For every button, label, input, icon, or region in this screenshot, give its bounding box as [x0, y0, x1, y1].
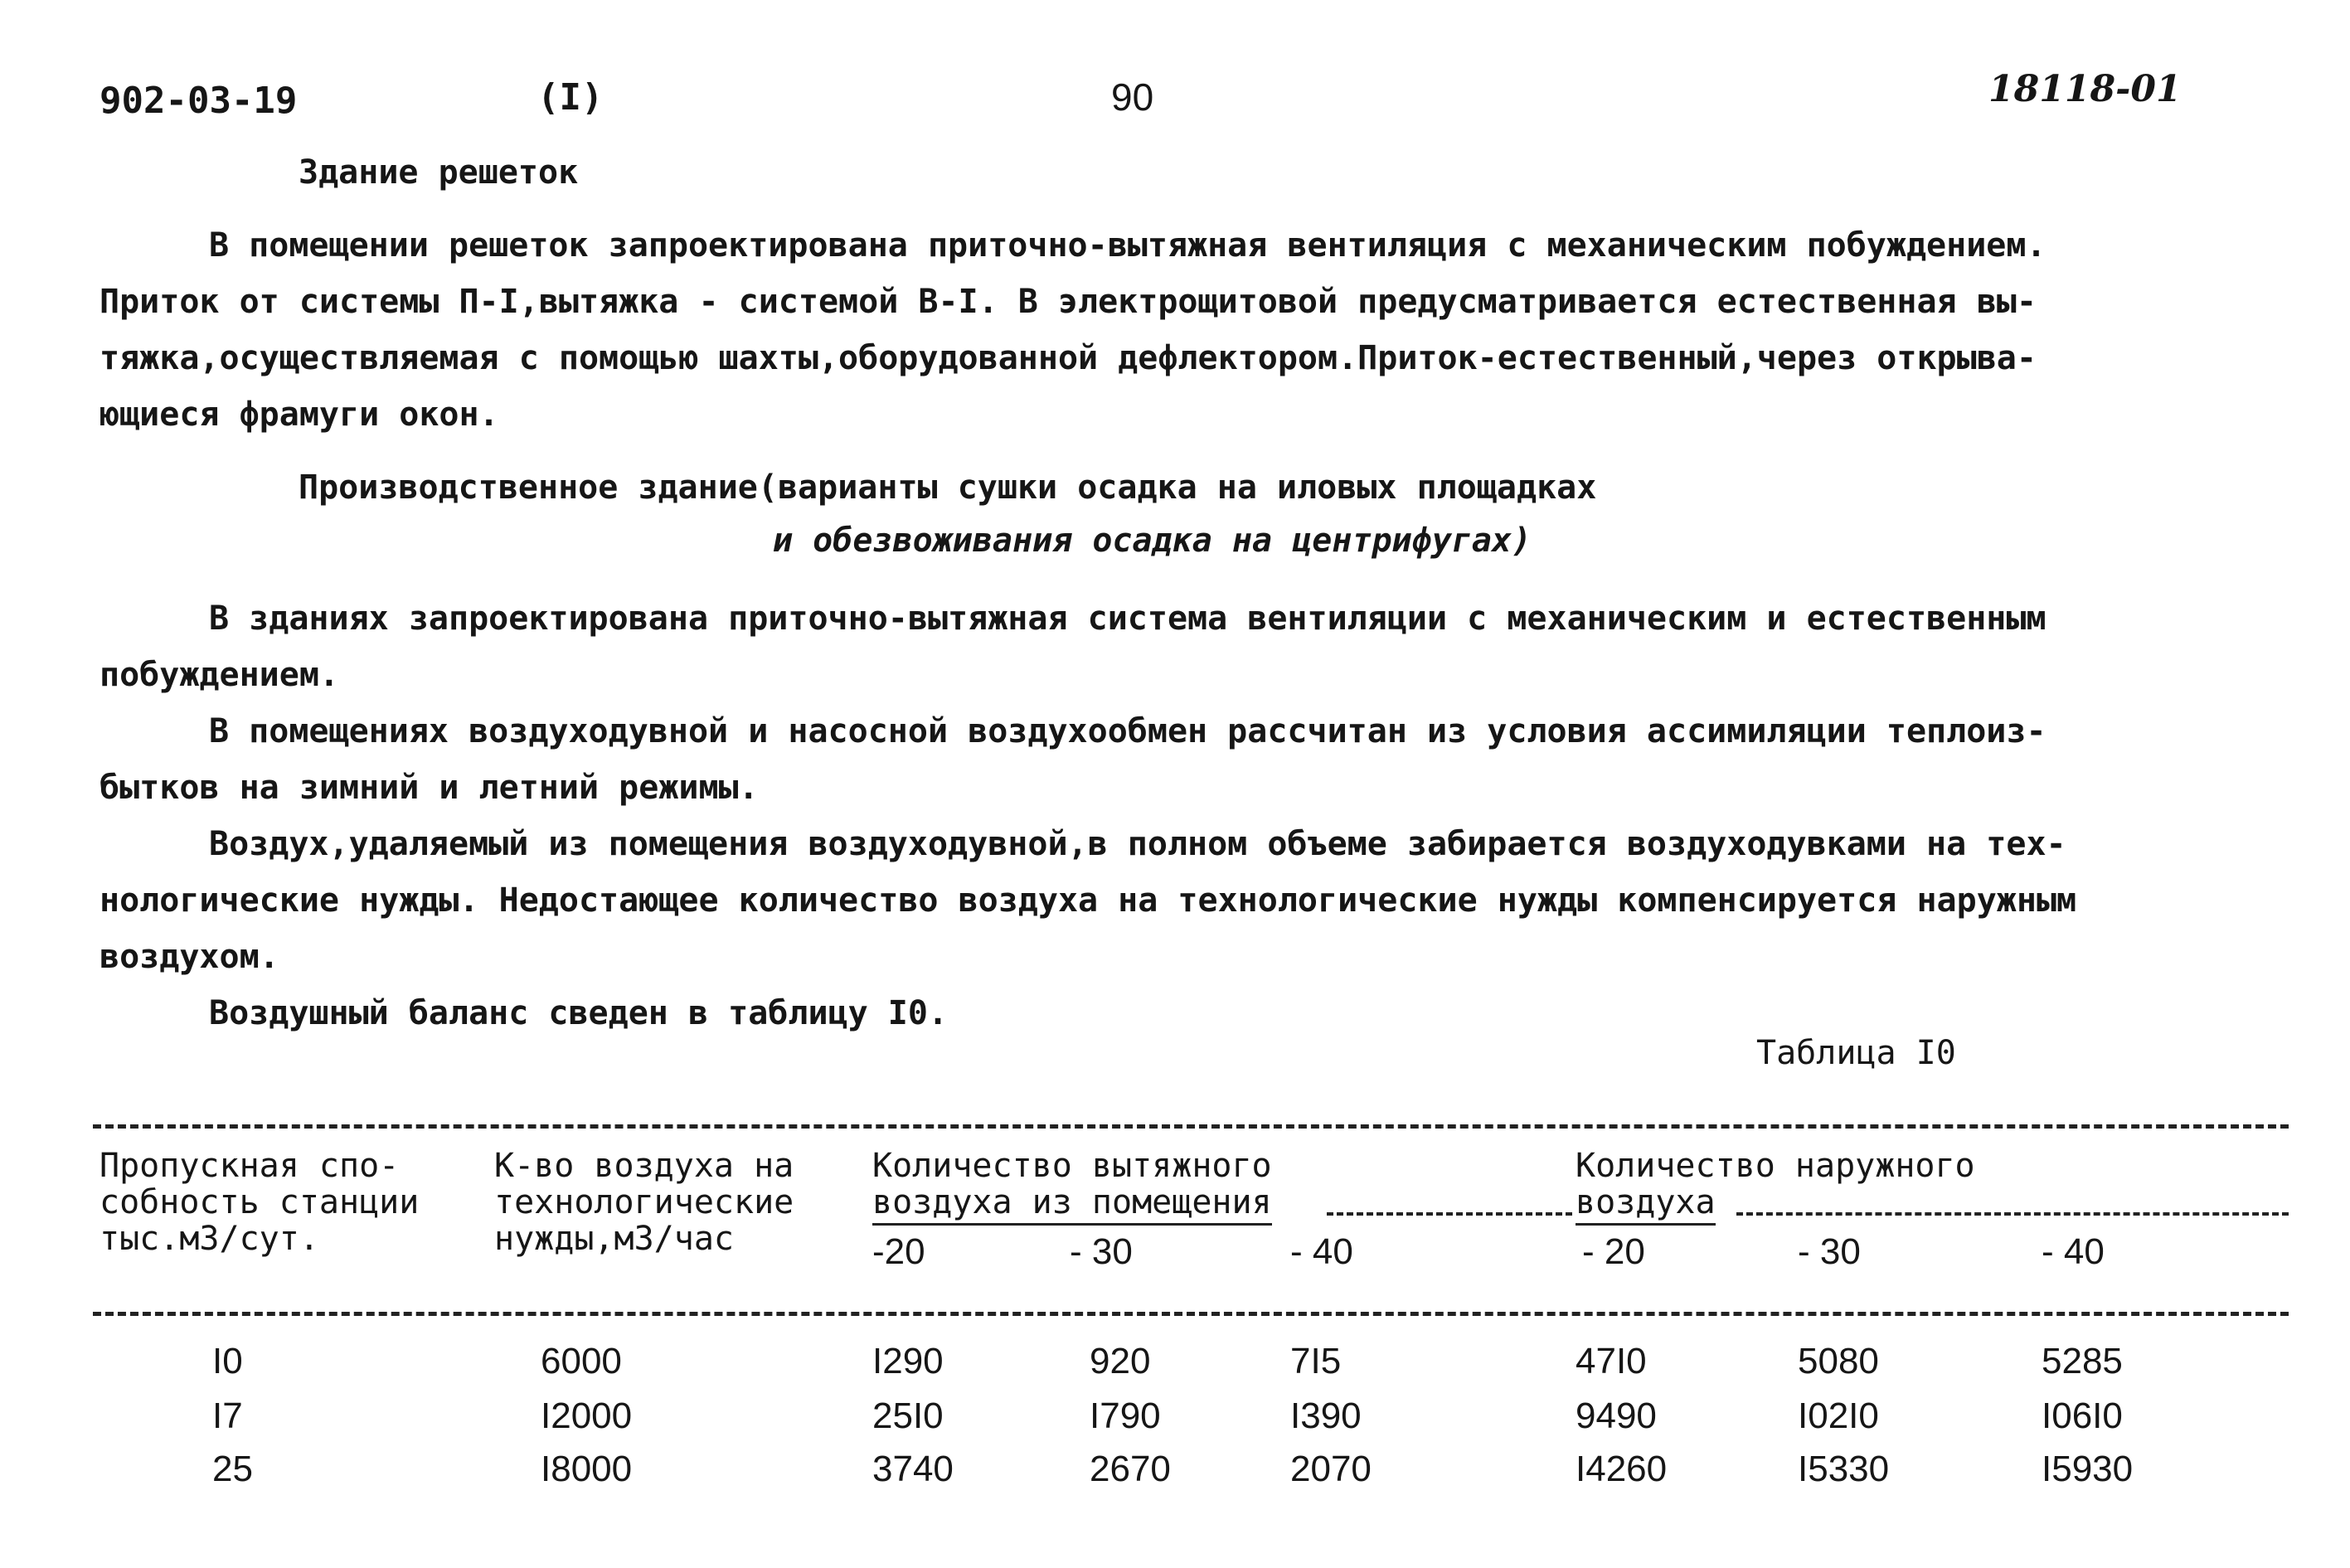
table-cell: I5930	[2042, 1449, 2134, 1489]
table-cell: I02I0	[1798, 1396, 1879, 1436]
table-cell: 25	[212, 1449, 253, 1489]
header-tech-air	[494, 1148, 794, 1257]
temp-outdoor-minus-20: - 20	[1582, 1231, 1645, 1272]
header-line: технологические	[494, 1183, 794, 1221]
table-cell: I7	[212, 1396, 243, 1436]
text-line: нологические нужды. Недостающее количество воздуха на технологические нужды компенсируется наружным	[100, 881, 2077, 920]
table-cell: 7I5	[1290, 1341, 1342, 1381]
header-line-underlined: воздуха из помещения	[872, 1183, 1272, 1226]
table-cell: I290	[872, 1341, 944, 1381]
header-sub-rule-right	[1736, 1212, 2289, 1216]
text-line: В помещении решеток запроектирована приточно-вытяжная вентиляция с механическим побуждением.	[209, 226, 2047, 265]
paragraph-production-ventilation	[100, 590, 2255, 1041]
header-line: Количество наружного	[1576, 1147, 1975, 1185]
header-line: собность станции	[100, 1183, 420, 1221]
temp-outdoor-minus-40: - 40	[2042, 1231, 2105, 1272]
header-sub-rule-left	[1327, 1212, 1572, 1216]
table-cell: I0	[212, 1341, 243, 1381]
table-cell: I06I0	[2042, 1396, 2123, 1436]
text-line: В зданиях запроектирована приточно-вытяжная система вентиляции с механическим и естественным	[209, 600, 2047, 638]
temp-exhaust-minus-40: - 40	[1290, 1231, 1353, 1272]
doc-code: 902-03-19	[100, 80, 298, 122]
section-number: (I)	[537, 76, 604, 119]
section-title-production-building: Производственное здание(варианты сушки осадка на иловых площадках	[299, 468, 1597, 507]
table-cell: 9490	[1576, 1396, 1657, 1436]
table-cell: I5330	[1798, 1449, 1890, 1489]
table-cell: I390	[1290, 1396, 1362, 1436]
table-caption: Таблица I0	[1756, 1034, 1956, 1072]
table-cell: 47I0	[1576, 1341, 1647, 1381]
text-line: тяжка,осуществляемая с помощью шахты,оборудованной дефлектором.Приток-естественный,через открыва-	[100, 339, 2037, 377]
header-line: К-во воздуха на	[494, 1147, 794, 1185]
table-cell: 2070	[1290, 1449, 1372, 1489]
temp-exhaust-minus-30: - 30	[1070, 1231, 1133, 1272]
temp-exhaust-minus-20: -20	[872, 1231, 925, 1272]
page-number: 90	[1111, 75, 1154, 119]
header-line: Пропускная спо-	[100, 1147, 400, 1185]
header-line: тыс.м3/сут.	[100, 1220, 319, 1258]
text-line: побуждением.	[100, 656, 339, 694]
header-outdoor-air	[1576, 1148, 1975, 1221]
text-line: Воздушный баланс сведен в таблицу I0.	[209, 994, 949, 1032]
table-header-bottom-rule	[93, 1312, 2289, 1316]
table-cell: I8000	[541, 1449, 633, 1489]
table-cell: 920	[1090, 1341, 1151, 1381]
temp-outdoor-minus-30: - 30	[1798, 1231, 1861, 1272]
section-title-grates-building: Здание решеток	[299, 153, 579, 192]
table-cell: 5285	[2042, 1341, 2123, 1381]
text-line: В помещениях воздуходувной и насосной воздухообмен рассчитан из условия ассимиляции теплоиз-	[209, 712, 2047, 750]
table-cell: 25I0	[872, 1396, 944, 1436]
paragraph-grates-ventilation	[100, 217, 2255, 443]
header-line-underlined: воздуха	[1576, 1183, 1716, 1226]
section-title-production-building-cont: и обезвоживания осадка на центрифугах)	[773, 522, 1532, 560]
text-line: бытков на зимний и летний режимы.	[100, 769, 759, 807]
handwritten-reference: 18118-01	[1988, 68, 2182, 110]
table-cell: 2670	[1090, 1449, 1171, 1489]
table-cell: 6000	[541, 1341, 622, 1381]
table-cell: I790	[1090, 1396, 1161, 1436]
text-line: Воздух,удаляемый из помещения воздуходувной,в полном объеме забирается воздуходувками на тех-	[209, 825, 2066, 863]
table-cell: 3740	[872, 1449, 954, 1489]
header-line	[872, 1184, 1272, 1221]
header-line: нужды,м3/час	[494, 1220, 734, 1258]
table-cell: 5080	[1798, 1341, 1879, 1381]
table-cell: I2000	[541, 1396, 633, 1436]
text-line: ющиеся фрамуги окон.	[100, 396, 499, 434]
header-line: Количество вытяжного	[872, 1147, 1272, 1185]
header-exhaust-air	[872, 1148, 1272, 1221]
text-line: воздухом.	[100, 938, 279, 976]
table-top-rule	[93, 1124, 2289, 1129]
header-capacity	[100, 1148, 419, 1257]
text-line: Приток от системы П-I,вытяжка - системой В-I. В электрощитовой предусматривается естественная вы-	[100, 283, 2037, 321]
table-cell: I4260	[1576, 1449, 1668, 1489]
